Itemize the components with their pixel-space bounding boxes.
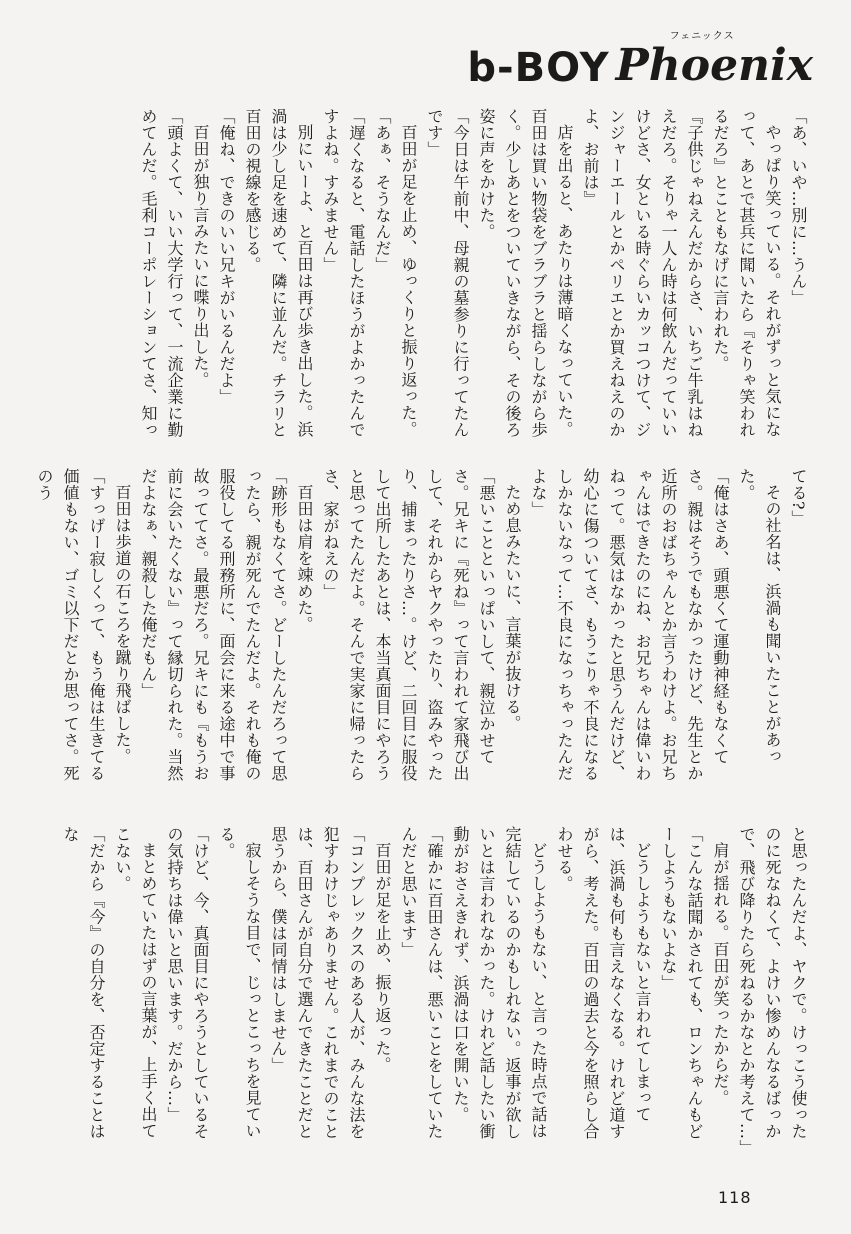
- narration-paragraph: 百田は肩を竦めた。: [295, 484, 314, 633]
- narration-paragraph: 百田が足を止め、振り返った。: [373, 842, 392, 1073]
- magazine-masthead: [467, 31, 813, 91]
- narration-paragraph: 店を出ると、あたりは薄暗くなっていた。百田は買い物袋をブラブラと揺らしながら歩く。少しあとをついていきながら、その後ろ姿に声をかけた。: [477, 108, 574, 438]
- narration-paragraph: 別にいーよ、と百田は再び歩き出した。浜渦は少し足を速めて、隣に並んだ。チラリと百田の視線を感じる。: [243, 108, 314, 438]
- narration-paragraph: 百田が足を止め、ゆっくりと振り返った。: [399, 124, 418, 438]
- dialogue-paragraph: 「俺ね、できのいい兄キがいるんだよ」: [217, 108, 236, 405]
- narration-paragraph: 百田は歩道の石ころを蹴り飛ばした。: [113, 484, 132, 765]
- text-tier-top: [51, 108, 811, 438]
- masthead-script-text: Phoenix: [615, 40, 813, 91]
- dialogue-paragraph: 「すっげー寂しくって、もう俺は生きてる価値もない、ゴミ以下だとか思ってさ。死のう: [35, 468, 106, 782]
- dialogue-paragraph: 「遅くなると、電話したほうがよかったんですよね。すみません」: [321, 108, 366, 438]
- dialogue-paragraph: 「悪いことといっぱいして、親泣かせてさ。兄キに『死ね』って言われて家飛び出して、それからヤクやったり、盗みやったり、捕まったりさ…。けど、二回目に服役して出所したあとは、本当真面目にやろうと思ってたんだよ。そんで実家に帰ったらさ、家がねえの」: [321, 468, 496, 782]
- masthead-ruby: フェニックス: [669, 31, 735, 42]
- text-tier-bottom: [51, 826, 811, 1156]
- dialogue-paragraph: 「けど、今、真面目にやろうとしているその気持ちは偉いと思います。だから…」: [165, 826, 210, 1140]
- narration-paragraph: 寂しそうな目で、じっとこっちを見ている。: [217, 826, 262, 1139]
- dialogue-paragraph: 「あ、いや…別に…うん」: [789, 108, 808, 306]
- masthead-brand: b-BOY: [467, 45, 610, 91]
- dialogue-paragraph: 「俺はさあ、頭悪くて運動神経もなくてさ。親はそうでもなかったけど、先生とか近所のおばちゃんとか言うわけよ。お兄ちゃんはできたのにね、お兄ちゃんは偉いわねって。悪気はなかったと思うんだけど、幼心に傷ついてさ、もうこりゃ不良になるしかないなって…不良になっちゃったんだよな」: [529, 468, 730, 782]
- text-tier-middle: [35, 468, 811, 794]
- dialogue-paragraph: 「だから『今』の自分を、否定することはな: [61, 826, 106, 1140]
- dialogue-paragraph: 「確かに百田さんは、悪いことをしていたんだと思います」: [399, 826, 444, 1140]
- narration-paragraph: どうしようもないと言われてしまっては、浜渦も何も言えなくなる。けれど道すがら、考えた。百田の過去と今を照らし合わせる。: [555, 826, 652, 1140]
- dialogue-paragraph: 「跡形もなくてさ。どーしたんだろって思ったら、親が死んでたんだよ。それも俺の服役してる刑務所に、面会に来る途中で事故っててさ。最悪だろ。兄キにも『もうお前に会いたくない』って縁切られた。当然だよなぁ、親殺した俺だもん」: [139, 468, 288, 782]
- narration-paragraph: その社名は、浜渦も聞いたことがあった。: [737, 468, 782, 765]
- masthead-script-logo: [615, 31, 813, 91]
- narration-paragraph: やっぱり笑っている。それがずっと気になって、あとで甚兵に聞いたら『そりゃ笑われるだろ』とこともなげに言われた。: [711, 108, 782, 438]
- dialogue-paragraph: と思ったんだよ、ヤクで。けっこう使ったのに死なねくて、よけい惨めんなるばっかで、飛び降りたら死ねるかなとか考えて…」: [737, 826, 808, 1156]
- narration-paragraph: まとめていたはずの言葉が、上手く出てこない。: [113, 826, 158, 1139]
- dialogue-paragraph: 「こんな話聞かされても、ロンちゃんもどーしようもないよな」: [659, 826, 704, 1140]
- dialogue-paragraph: 『子供じゃねえんだからさ、いちご牛乳はねえだろ。そりゃ一人ん時は何飲んだっていいけどさ、女といる時ぐらいカッコつけて、ジンジャーエールとかペリエとか買えねえのかよ、お前は』: [581, 108, 704, 438]
- narration-paragraph: ため息みたいに、言葉が抜ける。: [503, 484, 522, 732]
- narration-paragraph: 百田が独り言みたいに喋り出した。: [191, 124, 210, 388]
- dialogue-paragraph: 「今日は午前中、母親の墓参りに行ってたんです」: [425, 108, 470, 438]
- narration-paragraph: どうしようもない、と言った時点で話は完結しているのかもしれない。返事が欲しいとは言われなかった。けれど話したい衝動がおさえきれず、浜渦は口を開いた。: [451, 826, 548, 1140]
- dialogue-paragraph: 「あぁ、そうなんだ」: [373, 108, 392, 273]
- dialogue-paragraph: てる?」: [789, 468, 808, 527]
- dialogue-paragraph: 「コンプレックスのある人が、みんな法を犯すわけじゃありません。これまでのことは、百田さんが自分で選んできたことだと思うから、僕は同情はしません」: [269, 826, 366, 1140]
- narration-paragraph: 肩が揺れる。百田が笑ったからだ。: [711, 842, 730, 1106]
- dialogue-paragraph: 「頭よくて、いい大学行って、一流企業に勤めてんだ。毛利コーポレーションてさ、知っ: [139, 108, 184, 438]
- page-number: 118: [718, 1188, 752, 1207]
